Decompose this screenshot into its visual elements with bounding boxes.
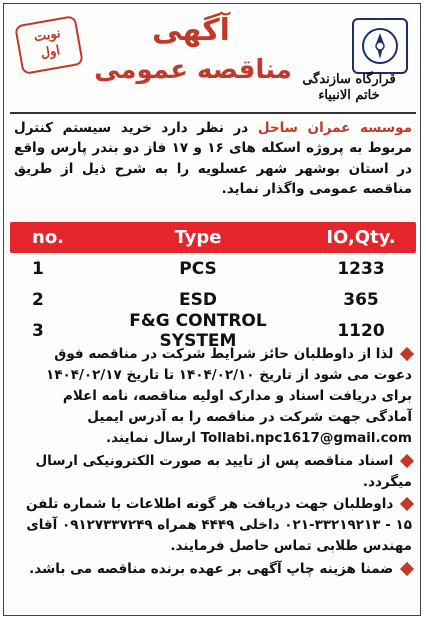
org-name-line-2: خاتم الانبیاء bbox=[318, 88, 380, 104]
cell-qty: 365 bbox=[343, 289, 379, 310]
terms-item bbox=[14, 344, 412, 449]
ad-title: آگهی bbox=[152, 13, 230, 48]
contact-email: Tollabi.npc1617@gmail.com bbox=[200, 429, 412, 446]
cell-qty: 1233 bbox=[337, 258, 385, 279]
cell-type: PCS bbox=[179, 258, 217, 279]
bullet-icon bbox=[400, 562, 414, 576]
cell-no: 2 bbox=[32, 289, 44, 310]
cell-type: ESD bbox=[179, 289, 217, 310]
org-name-line-1: قرارگاه سازندگی bbox=[302, 72, 396, 87]
bullet-icon bbox=[400, 454, 414, 468]
cell-type: F&G CONTROL SYSTEM bbox=[129, 310, 267, 351]
ad-subtitle: مناقصه عمومی bbox=[94, 55, 292, 85]
col-header-no: no. bbox=[32, 227, 65, 248]
contact-text: داوطلبان جهت دریافت هر گونه اطلاعات با شماره تلفن ۱۵ - ۳۳۲۱۹۲۱۳-۰۲۱ داخلی ۴۴۴۹ همراه ۰۹۱۲۷۳۳۷۲۴۹ آقای مهندس طلابی تماس حاصل فرمایند. bbox=[26, 496, 412, 555]
terms-item bbox=[14, 451, 412, 493]
org-name bbox=[286, 72, 412, 105]
col-header-type: Type bbox=[174, 227, 222, 248]
ad-header bbox=[8, 8, 418, 106]
terms-section bbox=[14, 344, 412, 582]
bullet-icon bbox=[400, 347, 414, 361]
cell-no: 1 bbox=[32, 258, 44, 279]
table-row bbox=[10, 310, 416, 351]
table-header bbox=[10, 222, 416, 253]
documents-text: اسناد مناقصه پس از تایید به صورت الکترونیکی ارسال میگردد. bbox=[35, 452, 412, 490]
org-logo-icon bbox=[352, 18, 408, 74]
table-row bbox=[10, 253, 416, 284]
invitation-text: لذا از داوطلبان حائز شرایط شرکت در مناقصه فوق دعوت می شود از تاریخ ۱۴۰۴/۰۲/۱۰ تا تاریخ ۱۴۰۴/۰۲/۱۷ برای دریافت اسناد و مدارک اولیه مناقصه، نامه اعلام آمادگی جهت شرکت در مناقصه را به آدرس ایمیل bbox=[46, 346, 412, 425]
cell-no: 3 bbox=[32, 320, 44, 341]
stamp-line-2: اول bbox=[39, 43, 62, 62]
header-divider bbox=[10, 112, 416, 114]
items-table bbox=[10, 222, 416, 351]
stamp-line-1: نوبت bbox=[32, 26, 62, 46]
institute-name: موسسه عمران ساحل bbox=[257, 120, 412, 136]
round-stamp bbox=[14, 15, 84, 75]
terms-item bbox=[14, 494, 412, 557]
invitation-end-text: ارسال نمایند. bbox=[106, 429, 196, 446]
col-header-qty: IO,Qty. bbox=[326, 227, 396, 248]
terms-item bbox=[14, 559, 412, 580]
printing-cost-text: ضمنا هزینه چاپ آگهی بر عهده برنده مناقصه می باشد. bbox=[29, 561, 394, 578]
intro-paragraph bbox=[14, 118, 412, 199]
bullet-icon bbox=[400, 497, 414, 511]
intro-text: در نظر دارد خرید سیستم کنترل مربوط به پروژه اسکله های ۱۶ و ۱۷ فاز دو بندر پارس واقع در استان بوشهر شهر عسلویه را به شرح ذیل از طریق مناقصه عمومی واگذار نماید. bbox=[14, 120, 413, 197]
cell-qty: 1120 bbox=[337, 320, 385, 341]
